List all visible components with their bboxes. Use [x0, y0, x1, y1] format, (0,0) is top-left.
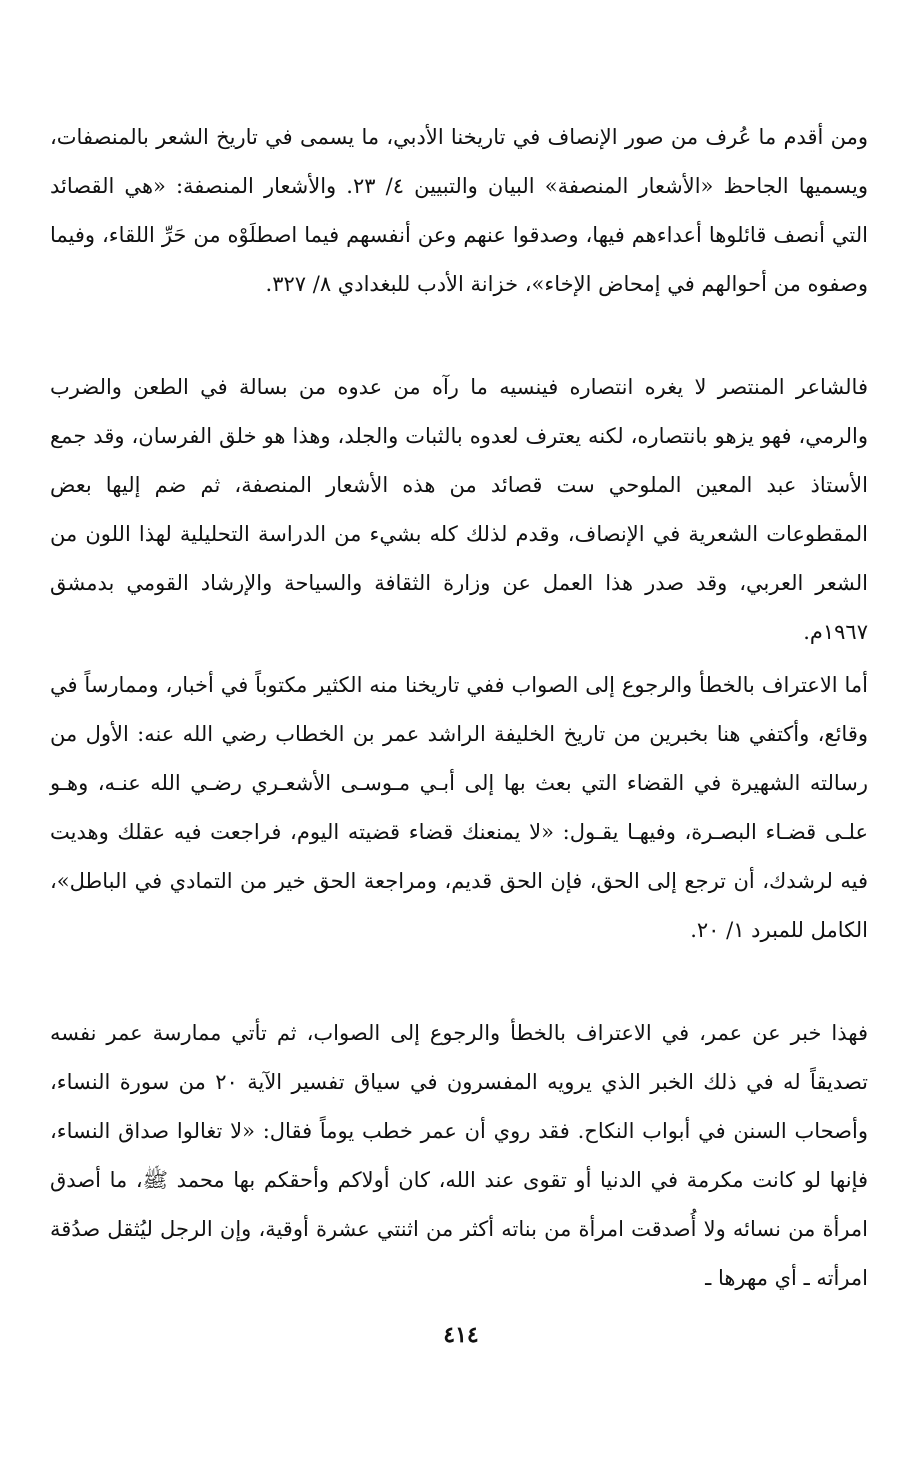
paragraph-admitting-error: [50, 661, 868, 955]
paragraph-umar-story: [50, 1009, 868, 1303]
paragraph-munsifat: [50, 113, 868, 309]
paragraph-text: فهذا خبر عن عمر، في الاعتراف بالخطأ والرجوع إلى الصواب، ثم تأتي ممارسة عمر نفسه تصديقاً له في ذلك الخبر الذي يرويه المفسرون في سياق تفسير الآية ٢٠ من سورة النساء، وأصحاب السنن في أبواب النكاح. فقد روي أن عمر خطب يوماً فقال: «لا تغالوا صداق النساء، فإنها لو كانت مكرمة في الدنيا أو تقوى عند الله، كان أولاكم وأحقكم بها محمد ﷺ، ما أصدق امرأة من نسائه ولا أُصدقت امرأة من بناته أكثر من اثنتي عشرة أوقية، وإن الرجل ليُثقل صدُقة امرأته ـ أي مهرها ـ: [50, 1021, 868, 1290]
paragraph-text: ومن أقدم ما عُرف من صور الإنصاف في تاريخنا الأدبي، ما يسمى في تاريخ الشعر بالمنصفات، ويسميها الجاحظ «الأشعار المنصفة» البيان والتبيين ٤/ ٢٣. والأشعار المنصفة: «هي القصائد التي أنصف قائلوها أعداءهم فيها، وصدقوا عنهم وعن أنفسهم فيما اصطلَوْه من حَرِّ اللقاء، وفيما وصفوه من أحوالهم في إمحاض الإخاء»، خزانة الأدب للبغدادي ٨/ ٣٢٧.: [50, 125, 869, 296]
paragraph-text: أما الاعتراف بالخطأ والرجوع إلى الصواب ففي تاريخنا منه الكثير مكتوباً في أخبار، وممارساً في وقائع، وأكتفي هنا بخبرين من تاريخ الخليفة الراشد عمر بن الخطاب رضي الله عنه: الأول من رسالته الشهيرة في القضاء التي بعث بها إلى أبـي مـوسـى الأشعـري رضـي الله عنـه، وهـو علـى قضـاء البصـرة، وفيهـا يقـول: «لا يمنعنك قضاء قضيته اليوم، فراجعت فيه عقلك وهديت فيه لرشدك، أن ترجع إلى الحق، فإن الحق قديم، ومراجعة الحق خير من التمادي في الباطل»، الكامل للمبرد ١/ ٢٠.: [50, 673, 868, 942]
page-number: ٤١٤: [443, 1322, 479, 1348]
paragraph-victorious-poet: [50, 363, 868, 657]
paragraph-text: فالشاعر المنتصر لا يغره انتصاره فينسيه ما رآه من عدوه من بسالة في الطعن والضرب والرمي، فهو يزهو بانتصاره، لكنه يعترف لعدوه بالثبات والجلد، وهذا هو خلق الفرسان، وقد جمع الأستاذ عبد المعين الملوحي ست قصائد من هذه الأشعار المنصفة، ثم ضم إليها بعض المقطوعات الشعرية في الإنصاف، وقدم لذلك كله بشيء من الدراسة التحليلية لهذا اللون من الشعر العربي، وقد صدر هذا العمل عن وزارة الثقافة والسياحة والإرشاد القومي بدمشق ١٩٦٧م.: [50, 375, 868, 644]
